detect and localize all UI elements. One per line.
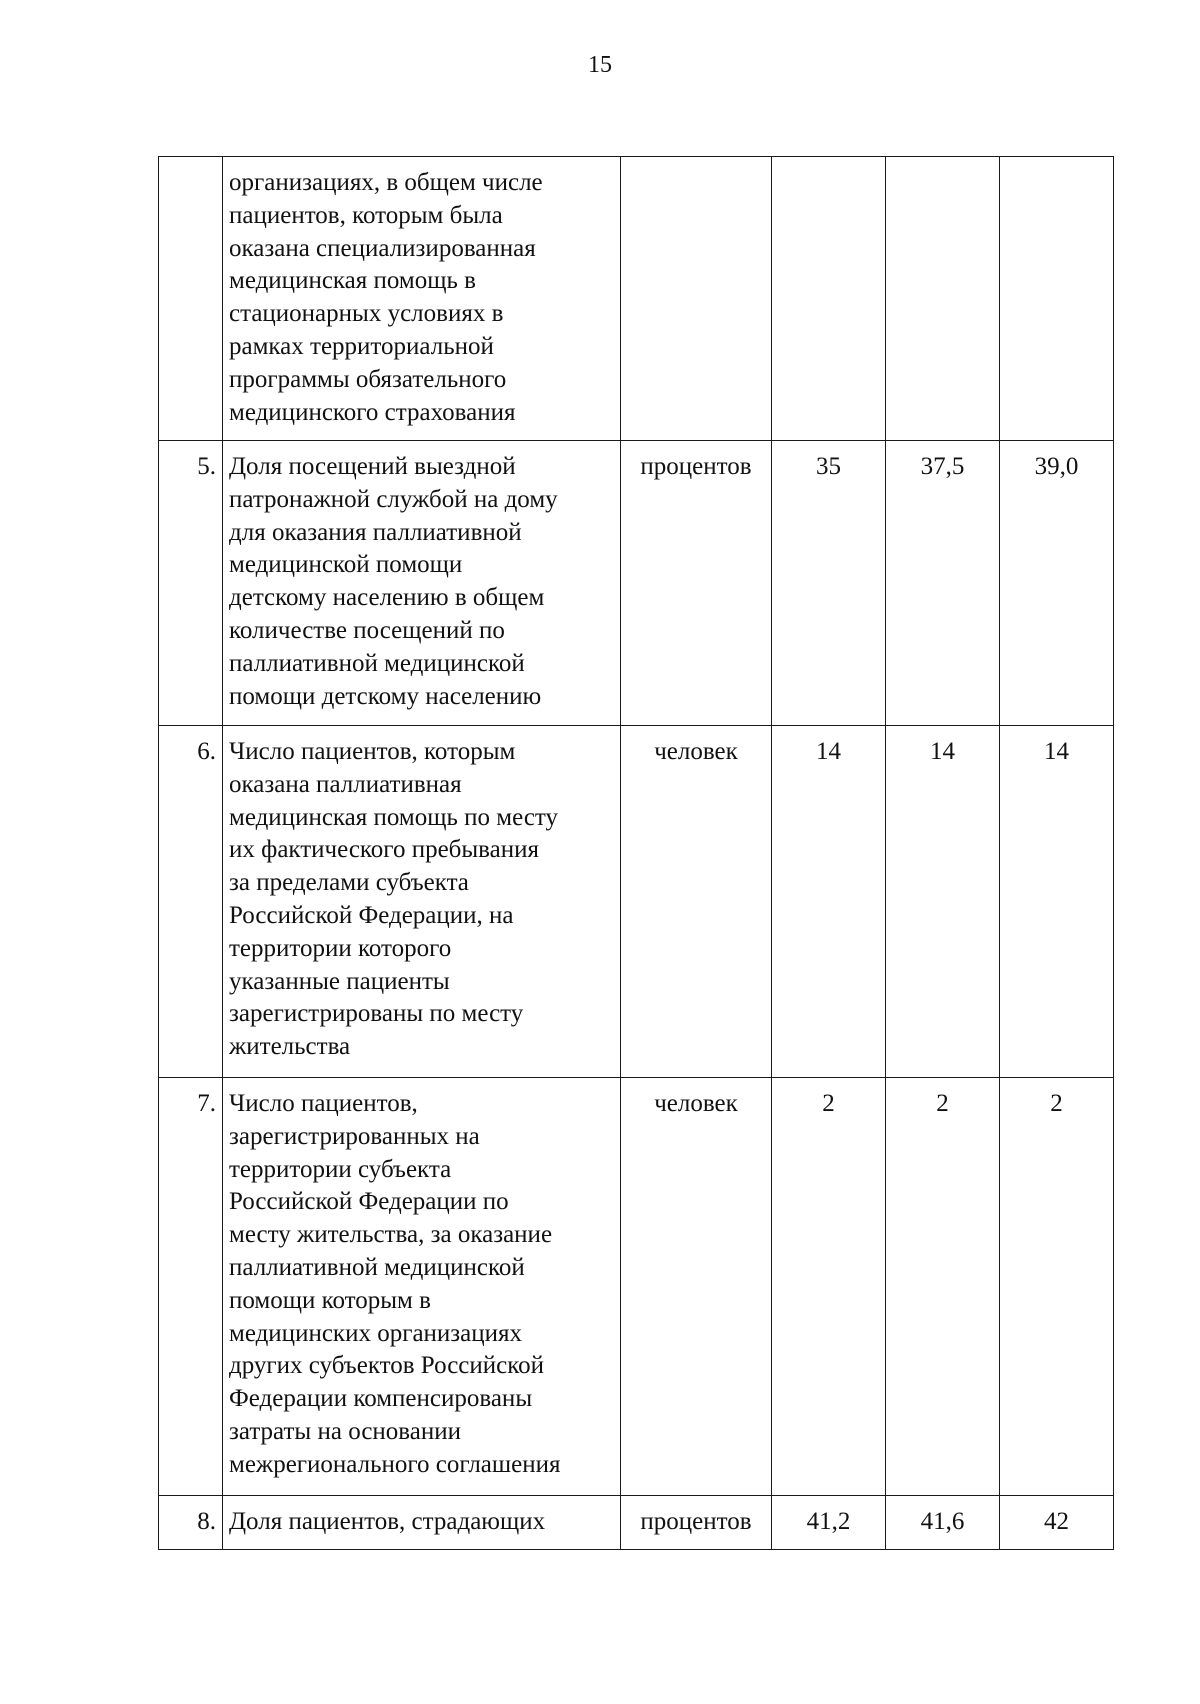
description-line: их фактического пребывания [229,836,540,864]
target-value-year-1: 14 [772,726,886,1078]
description-line: зарегистрированных на [229,1122,480,1150]
description-line: помощи детскому населению [229,682,542,710]
description-line: стационарных условиях в [229,300,504,328]
description-line: за пределами субъекта [229,869,469,897]
target-value-year-2: 14 [886,726,1000,1078]
description-line: Число пациентов, [229,1090,418,1117]
description-line: количестве посещений по [229,616,505,644]
row-number: 7. [159,1078,223,1496]
target-value-year-2: 2 [886,1078,1000,1496]
description-line: оказана специализированная [229,234,536,262]
indicator-description [223,157,621,441]
description-line: месту жительства, за оказание [229,1221,553,1249]
table-row [159,157,1114,441]
description-line: затраты на основании [229,1417,462,1445]
target-value-year-2 [886,157,1000,441]
target-value-year-3: 2 [1000,1078,1114,1496]
indicator-description [223,726,621,1078]
indicator-table [158,156,1114,1550]
target-value-year-3: 14 [1000,726,1114,1078]
description-line: Число пациентов, которым [229,738,516,765]
description-line: пациентов, которым была [229,201,503,229]
description-line: рамках территориальной [229,332,494,360]
description-line: оказана паллиативная [229,770,462,798]
description-line: программы обязательного [229,365,507,393]
row-number: 6. [159,726,223,1078]
page-number: 15 [588,52,612,78]
target-value-year-3: 39,0 [1000,441,1114,726]
unit-of-measure: процентов [621,1496,772,1550]
description-line: помощи которым в [229,1286,431,1314]
target-value-year-1: 41,2 [772,1496,886,1550]
description-line: межрегионального соглашения [229,1450,561,1478]
row-number [159,157,223,441]
description-line: жительства [229,1033,351,1061]
description-line: паллиативной медицинской [229,649,525,677]
description-line: территории которого [229,934,452,962]
table-row [159,1078,1114,1496]
description-line: указанные пациенты [229,967,450,995]
description-line: патронажной службой на дому [229,485,558,513]
unit-of-measure: процентов [621,441,772,726]
unit-of-measure: человек [621,726,772,1078]
description-line: медицинская помощь в [229,267,476,295]
target-value-year-3: 42 [1000,1496,1114,1550]
description-line: медицинского страхования [229,398,516,426]
description-line: территории субъекта [229,1155,452,1183]
target-value-year-3 [1000,157,1114,441]
description-line: медицинская помощь по месту [229,803,559,831]
table-row [159,1496,1114,1550]
unit-of-measure [621,157,772,441]
target-value-year-1: 2 [772,1078,886,1496]
target-value-year-2: 37,5 [886,441,1000,726]
row-number: 8. [159,1496,223,1550]
description-line: Российской Федерации по [229,1188,509,1216]
target-value-year-2: 41,6 [886,1496,1000,1550]
description-line: Российской Федерации, на [229,901,514,929]
description-line: медицинских организациях [229,1319,523,1347]
target-value-year-1: 35 [772,441,886,726]
description-line: Доля посещений выездной [229,453,516,480]
target-value-year-1 [772,157,886,441]
description-line: Доля пациентов, страдающих [229,1508,546,1535]
indicator-description [223,1078,621,1496]
table-row [159,441,1114,726]
description-line: для оказания паллиативной [229,518,522,546]
description-line: паллиативной медицинской [229,1253,525,1281]
description-line: зарегистрированы по месту [229,1000,524,1028]
description-line: организациях, в общем числе [229,169,543,196]
description-line: детскому населению в общем [229,584,545,612]
indicator-description [223,1496,621,1550]
description-line: медицинской помощи [229,551,463,579]
indicator-description [223,441,621,726]
description-line: Федерации компенсированы [229,1385,533,1413]
row-number: 5. [159,441,223,726]
description-line: других субъектов Российской [229,1352,545,1380]
table-row [159,726,1114,1078]
unit-of-measure: человек [621,1078,772,1496]
